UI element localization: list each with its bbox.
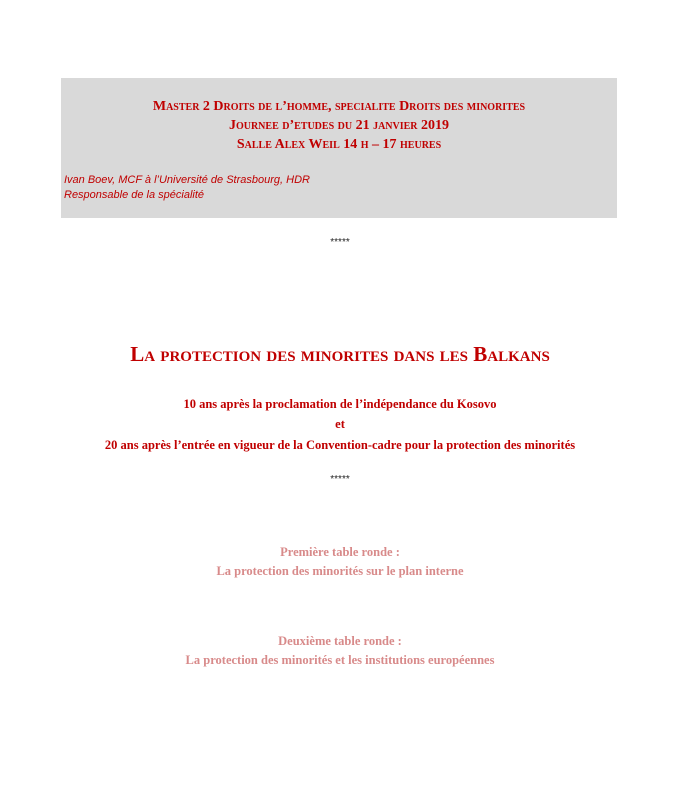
subtitle-line-1: 10 ans après la proclamation de l’indépendance du Kosovo [183, 397, 497, 411]
organizer-name: Ivan Boev, MCF à l’Université de Strasbourg, HDR [64, 174, 310, 186]
round-table-2-topic: La protection des minorités et les institutions européennes [185, 653, 495, 667]
subtitle-line-2: et [335, 417, 345, 431]
subtitle-line-3: 20 ans après l’entrée en vigueur de la Convention-cadre pour la protection des minorités [104, 438, 576, 452]
event-venue: Salle Alex Weil 14 h – 17 heures [236, 137, 442, 152]
round-table-1-topic: La protection des minorités sur le plan interne [216, 564, 464, 578]
separator-top: ***** [330, 237, 350, 248]
page-title: La protection des minorites dans les Balkans [130, 342, 550, 366]
header-box [61, 78, 617, 218]
round-table-1-heading: Première table ronde : [280, 545, 400, 559]
event-date: Journee d’etudes du 21 janvier 2019 [228, 118, 450, 133]
organizer-role: Responsable de la spécialité [64, 189, 205, 201]
separator-bottom: ***** [330, 474, 350, 485]
round-table-2-heading: Deuxième table ronde : [278, 634, 402, 648]
program-title: Master 2 Droits de l’homme, specialite Droits des minorites [152, 99, 526, 114]
